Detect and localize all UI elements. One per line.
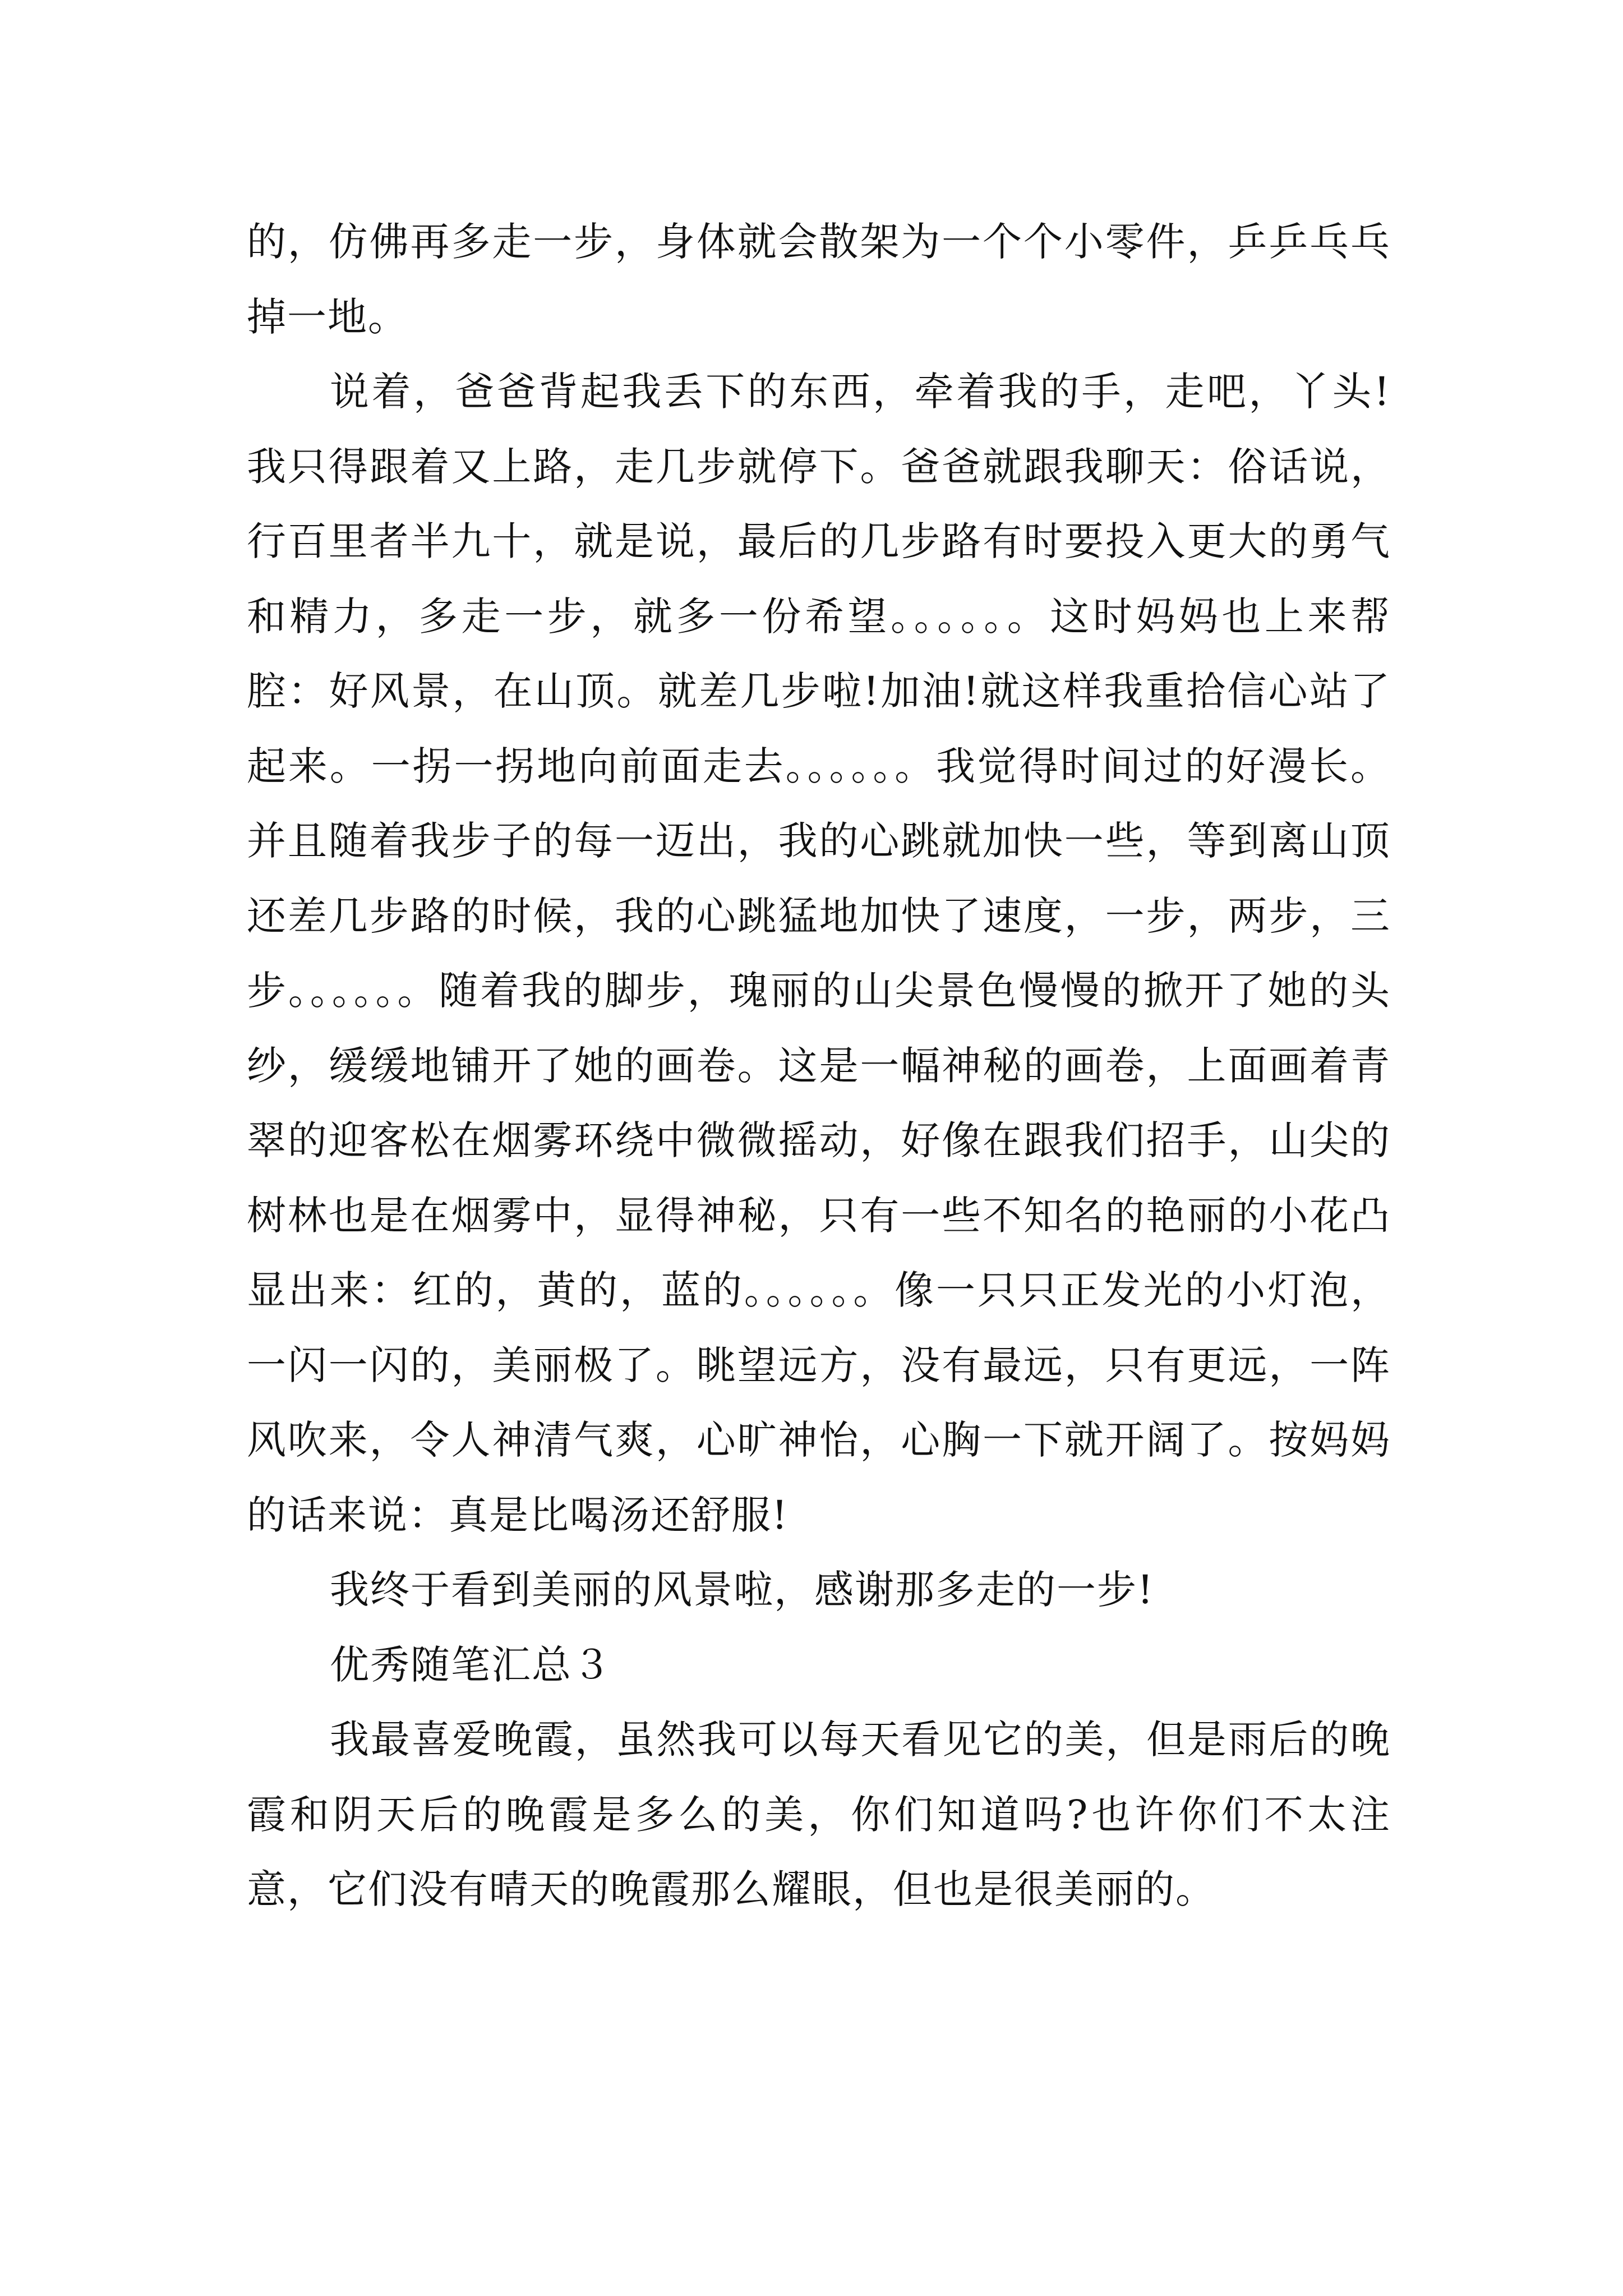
paragraph-climb-story: 说着，爸爸背起我丢下的东西，牵着我的手，走吧，丫头!我只得跟着又上路，走几步就停下。爸爸就跟我聊天：俗话说，行百里者半九十，就是说，最后的几步路有时要投入更大的勇气和精力，多走一步，就多一份希望。。。。。。这时妈妈也上来帮腔：好风景，在山顶。就差几步啦!加油!就这样我重拾信心站了起来。一拐一拐地向前面走去。。。。。。我觉得时间过的好漫长。并且随着我步子的每一迈出，我的心跳就加快一些，等到离山顶还差几步路的时候，我的心跳猛地加快了速度，一步，两步，三步。。。。。。随着我的脚步，瑰丽的山尖景色慢慢的掀开了她的头纱，缓缓地铺开了她的画卷。这是一幅神秘的画卷，上面画着青翠的迎客松在烟雾环绕中微微摇动，好像在跟我们招手，山尖的树林也是在烟雾中，显得神秘，只有一些不知名的艳丽的小花凸显出来：红的，黄的，蓝的。。。。。。像一只只正发光的小灯泡，一闪一闪的，美丽极了。眺望远方，没有最远，只有更远，一阵风吹来，令人神清气爽，心旷神怡，心胸一下就开阔了。按妈妈的话来说：真是比喝汤还舒服! — [247, 369, 1391, 1538]
document-body — [247, 205, 1391, 1927]
paragraph-sunset: 我最喜爱晚霞，虽然我可以每天看见它的美，但是雨后的晚霞和阴天后的晚霞是多么的美，你们知道吗?也许你们不太注意，它们没有晴天的晚霞那么耀眼，但也是很美丽的。 — [247, 1717, 1391, 1912]
section-heading: 优秀随笔汇总３ — [330, 1641, 612, 1688]
paragraph-continuation: 的，仿佛再多走一步，身体就会散架为一个个小零件，乒乒乓乓掉一地。 — [247, 219, 1391, 340]
paragraph-conclusion: 我终于看到美丽的风景啦，感谢那多走的一步! — [330, 1567, 1155, 1613]
